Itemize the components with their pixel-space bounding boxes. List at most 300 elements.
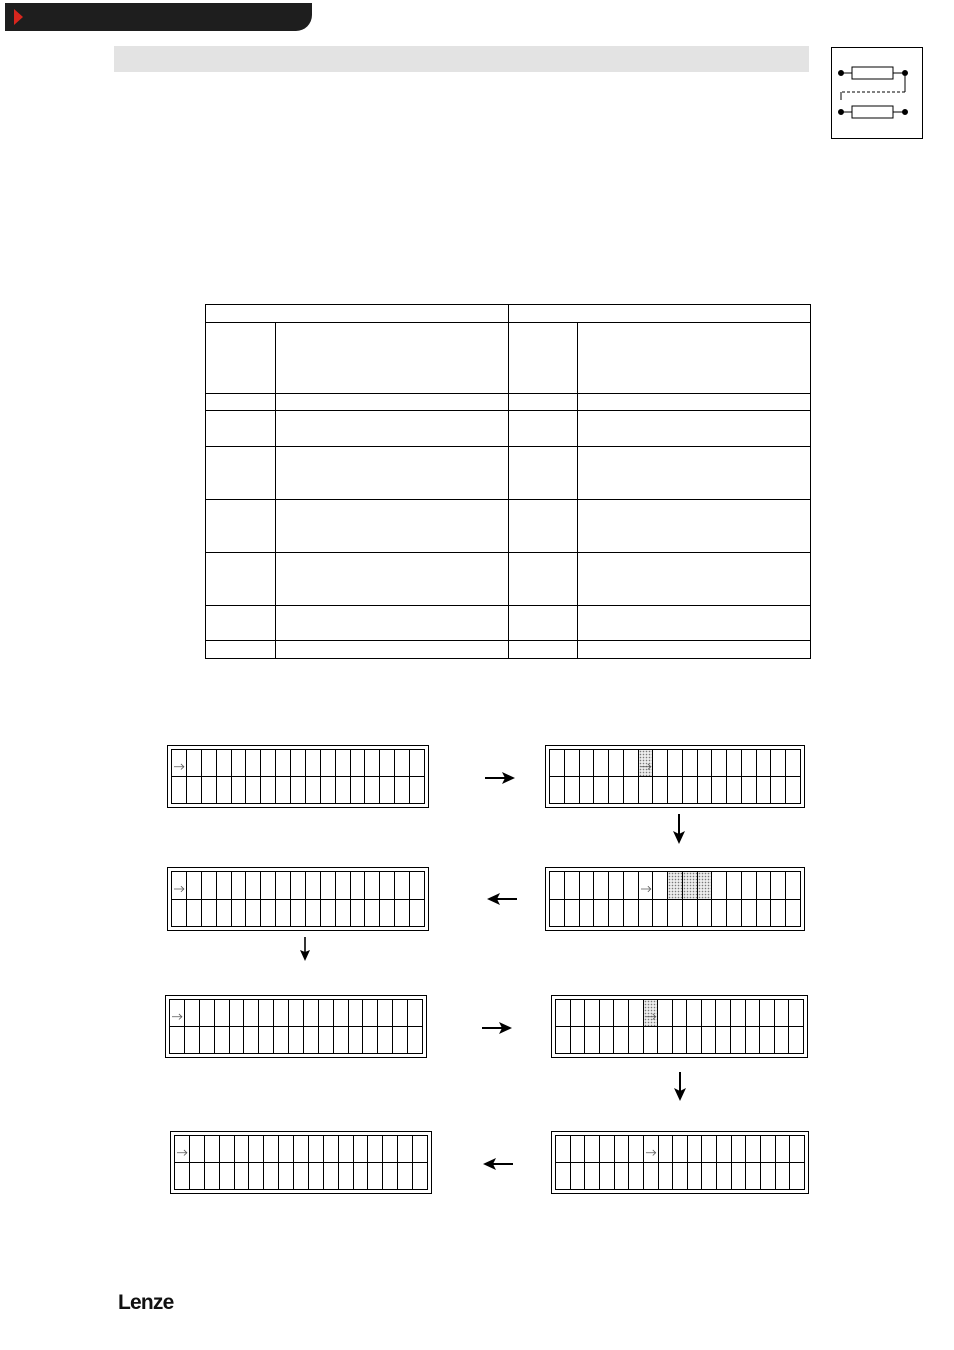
lcd-cell — [609, 900, 624, 928]
resistor-top — [839, 67, 908, 79]
lcd-cell — [304, 1027, 319, 1054]
section-title-bar — [114, 46, 809, 72]
lcd-cell — [334, 1027, 349, 1054]
lcd-cell — [380, 900, 395, 928]
lcd-cell — [321, 777, 336, 804]
table-cell — [509, 447, 578, 500]
lcd-cell-highlighted — [639, 750, 654, 777]
lcd-cell — [585, 1000, 600, 1027]
table-header-cell — [206, 305, 509, 323]
lcd-cell — [202, 750, 217, 777]
lcd-cell — [187, 750, 202, 777]
lcd-character-grid — [171, 871, 425, 927]
lcd-cell — [673, 1000, 688, 1027]
lcd-cell — [304, 1000, 319, 1027]
lcd-cell — [378, 1027, 393, 1054]
table-cell — [509, 553, 578, 606]
lcd-cell — [232, 750, 247, 777]
table-cell — [509, 500, 578, 553]
lcd-cell — [365, 750, 380, 777]
lcd-cell — [363, 1027, 378, 1054]
table-cell — [509, 323, 578, 394]
lcd-cell — [202, 872, 217, 900]
lcd-cell — [246, 750, 261, 777]
lcd-cell — [746, 1027, 761, 1054]
lcd-cell — [668, 900, 683, 928]
lcd-cell — [624, 872, 639, 900]
lcd-cell — [294, 1136, 309, 1163]
lcd-cell — [565, 777, 580, 804]
cursor-arrow-icon — [172, 872, 186, 899]
lcd-display — [167, 867, 429, 931]
cursor-arrow-icon — [639, 872, 653, 899]
cursor-arrow-icon — [172, 750, 186, 776]
lcd-cell — [246, 900, 261, 928]
lcd-cell — [187, 777, 202, 804]
lcd-cell — [668, 750, 683, 777]
lcd-cell — [259, 1027, 274, 1054]
lcd-cell — [687, 1027, 702, 1054]
lcd-cell — [600, 1000, 615, 1027]
lcd-cell — [614, 1000, 629, 1027]
lcd-character-grid — [171, 749, 425, 804]
lcd-cell — [235, 1163, 250, 1190]
table-cell — [509, 641, 578, 659]
lcd-cell — [249, 1163, 264, 1190]
lcd-cell — [291, 750, 306, 777]
lcd-cell — [289, 1000, 304, 1027]
arrow-left-icon — [486, 891, 518, 907]
table-row — [206, 641, 811, 659]
table-cell — [206, 447, 276, 500]
lcd-character-grid — [174, 1135, 428, 1190]
lcd-display — [551, 1131, 809, 1194]
lcd-cell — [580, 872, 595, 900]
lcd-cell — [761, 1136, 776, 1163]
lcd-cell — [395, 872, 410, 900]
table-cell — [206, 553, 276, 606]
lcd-cell — [393, 1000, 408, 1027]
lcd-cell — [276, 872, 291, 900]
lcd-cell — [244, 1000, 259, 1027]
lcd-cell — [172, 750, 187, 777]
lcd-cell — [232, 777, 247, 804]
table-cell — [578, 323, 811, 394]
lcd-cell — [786, 900, 801, 928]
cursor-arrow-icon — [639, 750, 653, 776]
table-cell — [578, 641, 811, 659]
lcd-cell — [771, 777, 786, 804]
lcd-cell — [170, 1027, 185, 1054]
table-cell — [509, 411, 578, 447]
cursor-arrow-icon — [170, 1000, 184, 1026]
arrow-left-icon — [482, 1156, 514, 1172]
lcd-character-grid — [555, 999, 804, 1054]
lcd-cell — [276, 900, 291, 928]
lcd-cell — [200, 1027, 215, 1054]
lcd-cell — [410, 900, 425, 928]
lcd-cell — [600, 1163, 615, 1190]
lcd-cell — [790, 1163, 805, 1190]
lcd-cell — [187, 900, 202, 928]
lcd-cell — [732, 1136, 747, 1163]
lcd-cell — [550, 750, 565, 777]
table-cell — [206, 500, 276, 553]
lcd-cell — [383, 1163, 398, 1190]
lcd-cell — [624, 750, 639, 777]
lcd-cell — [580, 900, 595, 928]
lcd-display — [551, 995, 808, 1058]
lcd-cell — [727, 872, 742, 900]
lcd-cell — [306, 900, 321, 928]
lcd-cell — [408, 1027, 423, 1054]
lcd-cell — [742, 872, 757, 900]
lcd-cell — [746, 1000, 761, 1027]
lcd-cell — [363, 1000, 378, 1027]
lcd-cell — [306, 872, 321, 900]
lcd-cell — [249, 1136, 264, 1163]
lcd-cell — [190, 1163, 205, 1190]
lcd-cell — [279, 1163, 294, 1190]
table-row — [206, 394, 811, 411]
circuit-diagram-graphic — [832, 48, 922, 138]
lcd-cell — [246, 872, 261, 900]
lcd-cell — [398, 1163, 413, 1190]
lcd-cell — [217, 872, 232, 900]
table-row — [206, 411, 811, 447]
lcd-cell — [746, 1136, 761, 1163]
lcd-cell — [294, 1163, 309, 1190]
lcd-character-grid — [549, 749, 801, 804]
lcd-cell — [319, 1027, 334, 1054]
lcd-cell — [230, 1027, 245, 1054]
lcd-cell — [771, 750, 786, 777]
lcd-cell — [653, 777, 668, 804]
lcd-display — [170, 1131, 432, 1194]
table-row — [206, 553, 811, 606]
table-cell — [276, 411, 509, 447]
lcd-cell — [776, 1136, 791, 1163]
table-cell — [206, 606, 276, 641]
lcd-cell — [629, 1136, 644, 1163]
lcd-cell — [244, 1027, 259, 1054]
lcd-cell — [291, 900, 306, 928]
lcd-cell — [712, 777, 727, 804]
cursor-arrow-icon — [644, 1136, 658, 1162]
lcd-cell — [550, 872, 565, 900]
lcd-cell — [702, 1000, 717, 1027]
lcd-cell — [205, 1136, 220, 1163]
lcd-cell — [383, 1136, 398, 1163]
lcd-cell — [683, 777, 698, 804]
lcd-cell — [205, 1163, 220, 1190]
lcd-cell — [609, 750, 624, 777]
lcd-cell — [232, 872, 247, 900]
lcd-cell — [789, 1027, 804, 1054]
lcd-cell — [368, 1136, 383, 1163]
lcd-cell — [688, 1136, 703, 1163]
lcd-cell — [673, 1163, 688, 1190]
lcd-cell — [742, 900, 757, 928]
lcd-cell — [365, 777, 380, 804]
lcd-cell — [571, 1163, 586, 1190]
lcd-cell — [172, 777, 187, 804]
lcd-cell — [349, 1027, 364, 1054]
lcd-cell — [319, 1000, 334, 1027]
lcd-character-grid — [555, 1135, 805, 1190]
lcd-cell — [264, 1136, 279, 1163]
lcd-cell — [351, 900, 366, 928]
table-cell — [578, 411, 811, 447]
lcd-cell — [594, 750, 609, 777]
lcd-cell — [727, 900, 742, 928]
lcd-cell — [760, 1000, 775, 1027]
lcd-cell — [202, 900, 217, 928]
table-cell — [206, 323, 276, 394]
lcd-cell — [687, 1000, 702, 1027]
lcd-cell — [185, 1000, 200, 1027]
lcd-cell — [786, 777, 801, 804]
lcd-cell — [614, 1027, 629, 1054]
lcd-cell — [259, 1000, 274, 1027]
arrow-down-icon — [672, 1072, 688, 1102]
lcd-cell — [368, 1163, 383, 1190]
lcd-cell — [594, 900, 609, 928]
lcd-cell — [712, 872, 727, 900]
lcd-cell — [276, 750, 291, 777]
lcd-character-grid — [169, 999, 423, 1054]
lcd-cell — [354, 1163, 369, 1190]
lcd-cell — [702, 1136, 717, 1163]
lcd-cell — [702, 1163, 717, 1190]
lcd-cell — [594, 872, 609, 900]
lcd-cell — [789, 1000, 804, 1027]
lcd-cell — [712, 750, 727, 777]
lenze-logo: Lenze — [118, 1291, 174, 1314]
lcd-display — [545, 745, 805, 808]
lcd-cell — [644, 1027, 659, 1054]
table-cell — [276, 447, 509, 500]
lcd-cell — [688, 1163, 703, 1190]
lcd-cell — [629, 1163, 644, 1190]
lcd-cell — [786, 872, 801, 900]
lcd-cell — [410, 777, 425, 804]
lcd-cell — [775, 1027, 790, 1054]
lcd-cell — [274, 1027, 289, 1054]
lcd-cell — [393, 1027, 408, 1054]
lcd-cell — [698, 777, 713, 804]
lcd-cell — [594, 777, 609, 804]
lcd-cell — [776, 1163, 791, 1190]
lcd-display — [167, 745, 429, 808]
lcd-cell — [615, 1163, 630, 1190]
dashed-link — [841, 76, 905, 100]
table-cell — [276, 500, 509, 553]
lcd-cell — [771, 900, 786, 928]
lcd-cell — [351, 777, 366, 804]
table-cell — [206, 394, 276, 411]
lcd-cell — [339, 1163, 354, 1190]
lcd-cell — [215, 1000, 230, 1027]
lcd-cell — [556, 1027, 571, 1054]
lcd-cell — [600, 1136, 615, 1163]
lcd-cell — [261, 872, 276, 900]
lcd-cell — [580, 750, 595, 777]
lcd-cell — [786, 750, 801, 777]
lcd-cell — [550, 900, 565, 928]
lcd-cell — [235, 1136, 250, 1163]
lcd-cell — [757, 777, 772, 804]
lcd-cell — [653, 872, 668, 900]
table-cell — [276, 394, 509, 411]
lcd-cell-highlighted — [644, 1000, 659, 1027]
lcd-cell — [336, 750, 351, 777]
lcd-cell — [712, 900, 727, 928]
lcd-cell — [746, 1163, 761, 1190]
lcd-cell — [727, 750, 742, 777]
lcd-cell — [321, 872, 336, 900]
lcd-cell — [658, 1027, 673, 1054]
lcd-cell — [175, 1163, 190, 1190]
lcd-cell — [629, 1000, 644, 1027]
table-cell — [276, 641, 509, 659]
lcd-cell — [716, 1027, 731, 1054]
lcd-cell — [585, 1136, 600, 1163]
lcd-cell — [232, 900, 247, 928]
lcd-cell — [624, 777, 639, 804]
lcd-cell — [220, 1163, 235, 1190]
arrow-down-icon — [671, 814, 687, 845]
lcd-cell — [349, 1000, 364, 1027]
lcd-cell — [659, 1163, 674, 1190]
lcd-cell-highlighted — [698, 872, 713, 900]
lcd-cell — [395, 777, 410, 804]
lcd-cell — [629, 1027, 644, 1054]
table-row — [206, 606, 811, 641]
lcd-cell — [731, 1027, 746, 1054]
lcd-cell — [757, 750, 772, 777]
lcd-cell — [261, 777, 276, 804]
table-cell — [276, 323, 509, 394]
lcd-cell — [365, 872, 380, 900]
lcd-cell — [639, 777, 654, 804]
parameter-table — [205, 304, 811, 659]
table-cell — [206, 411, 276, 447]
lcd-cell — [790, 1136, 805, 1163]
lcd-cell — [659, 1136, 674, 1163]
lcd-cell — [727, 777, 742, 804]
table-cell — [276, 606, 509, 641]
lcd-cell — [321, 900, 336, 928]
lcd-cell — [600, 1027, 615, 1054]
lcd-cell — [230, 1000, 245, 1027]
table-header-cell — [509, 305, 811, 323]
lcd-cell — [717, 1163, 732, 1190]
lcd-cell — [615, 1136, 630, 1163]
lcd-display — [545, 867, 805, 931]
lcd-cell — [217, 900, 232, 928]
table-cell — [206, 641, 276, 659]
lcd-cell — [673, 1027, 688, 1054]
lcd-cell — [571, 1027, 586, 1054]
lcd-cell — [351, 750, 366, 777]
lcd-cell — [609, 872, 624, 900]
lcd-cell — [185, 1027, 200, 1054]
arrow-down-icon — [298, 937, 312, 962]
lcd-cell — [306, 777, 321, 804]
resistor-bottom — [839, 106, 908, 118]
lcd-cell — [378, 1000, 393, 1027]
lcd-cell — [644, 1136, 659, 1163]
lcd-cell — [673, 1136, 688, 1163]
lcd-cell — [410, 750, 425, 777]
lcd-cell — [698, 900, 713, 928]
lcd-cell — [172, 900, 187, 928]
table-cell — [509, 606, 578, 641]
lcd-cell — [395, 750, 410, 777]
lcd-cell — [653, 900, 668, 928]
lcd-cell — [380, 777, 395, 804]
lcd-cell — [668, 777, 683, 804]
table-header-row — [206, 305, 811, 323]
lcd-cell — [336, 900, 351, 928]
play-triangle-icon — [14, 9, 23, 25]
lcd-cell — [291, 777, 306, 804]
lcd-cell — [336, 777, 351, 804]
lcd-cell — [413, 1136, 428, 1163]
arrow-right-icon — [481, 1020, 513, 1036]
lcd-cell — [187, 872, 202, 900]
lcd-cell — [624, 900, 639, 928]
table-cell — [276, 553, 509, 606]
lcd-cell — [175, 1136, 190, 1163]
lcd-cell — [309, 1163, 324, 1190]
lcd-cell — [306, 750, 321, 777]
lcd-cell — [309, 1136, 324, 1163]
lcd-cell — [324, 1163, 339, 1190]
lcd-cell — [580, 777, 595, 804]
lcd-cell — [398, 1136, 413, 1163]
lcd-cell — [775, 1000, 790, 1027]
lcd-cell — [246, 777, 261, 804]
lcd-cell — [395, 900, 410, 928]
lcd-cell — [276, 777, 291, 804]
lcd-cell-highlighted — [668, 872, 683, 900]
lcd-cell — [324, 1136, 339, 1163]
lcd-cell — [639, 872, 654, 900]
lcd-cell-highlighted — [683, 872, 698, 900]
lcd-display — [165, 995, 427, 1058]
lcd-cell — [565, 750, 580, 777]
lcd-cell — [565, 872, 580, 900]
lcd-cell — [585, 1027, 600, 1054]
lcd-cell — [339, 1136, 354, 1163]
lcd-cell — [556, 1136, 571, 1163]
lcd-cell — [217, 777, 232, 804]
lcd-cell — [261, 900, 276, 928]
lcd-cell — [334, 1000, 349, 1027]
lcd-cell — [380, 872, 395, 900]
lcd-cell — [683, 900, 698, 928]
header-tab — [5, 3, 312, 31]
lcd-cell — [698, 750, 713, 777]
lcd-cell — [550, 777, 565, 804]
lcd-cell — [771, 872, 786, 900]
lcd-cell — [261, 750, 276, 777]
lcd-cell — [757, 872, 772, 900]
lcd-cell — [217, 750, 232, 777]
arrow-right-icon — [484, 770, 516, 786]
